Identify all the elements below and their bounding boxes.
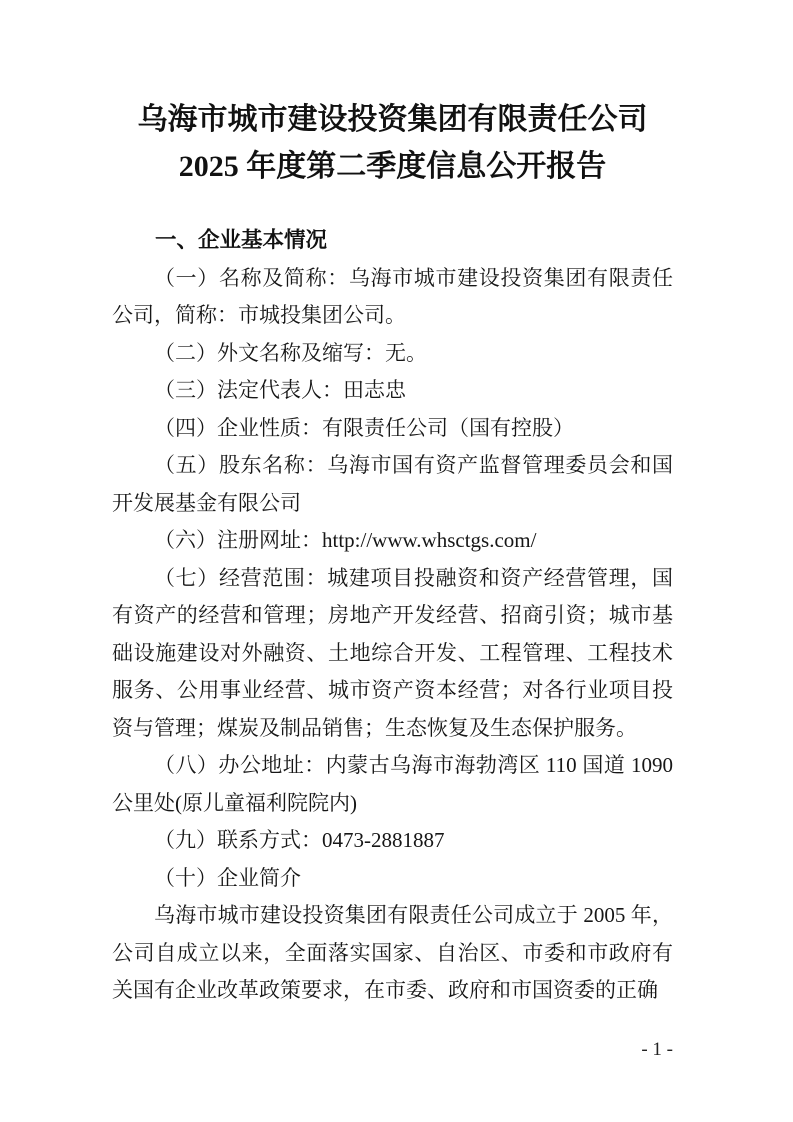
- document-paragraph: （二）外文名称及缩写：无。: [154, 340, 427, 365]
- page-number: - 1 -: [641, 1039, 673, 1060]
- section-heading: 一、企业基本情况: [155, 228, 328, 252]
- document-paragraph: （一）名称及简称：乌海市城市建设投资集团有限责任公司，简称：市城投集团公司。: [112, 265, 673, 327]
- document-title-line1: 乌海市城市建设投资集团有限责任公司: [137, 103, 648, 136]
- document-paragraph: （五）股东名称：乌海市国有资产监督管理委员会和国开发展基金有限公司: [112, 453, 673, 515]
- document-paragraph: （九）联系方式：0473-2881887: [154, 828, 445, 852]
- document-paragraph: （八）办公地址：内蒙古乌海市海勃湾区 110 国道 1090 公里处(原儿童福利院院内): [112, 753, 673, 815]
- document-paragraph: （四）企业性质：有限责任公司（国有控股）: [154, 415, 574, 440]
- document-paragraph: （七）经营范围：城建项目投融资和资产经营管理，国有资产的经营和管理；房地产开发经营、招商引资；城市基础设施建设对外融资、土地综合开发、工程管理、工程技术服务、公用事业经营、城市资产资本经营；对各行业项目投资与管理；煤炭及制品销售；生态恢复及生态保护服务。: [112, 565, 673, 740]
- document-paragraph: （十）企业简介: [154, 865, 301, 890]
- document-content: [112, 0, 673, 1010]
- document-body: [112, 260, 673, 1010]
- document-paragraph: （六）注册网址：http://www.whsctgs.com/: [154, 528, 537, 552]
- document-paragraph: （三）法定代表人：田志忠: [154, 378, 406, 402]
- document-title-line2: 2025 年度第二季度信息公开报告: [178, 150, 607, 183]
- document-paragraph: 乌海市城市建设投资集团有限责任公司成立于 2005 年，公司自成立以来，全面落实国家、自治区、市委和市政府有关国有企业改革政策要求，在市委、政府和市国资委的正确: [112, 903, 673, 1002]
